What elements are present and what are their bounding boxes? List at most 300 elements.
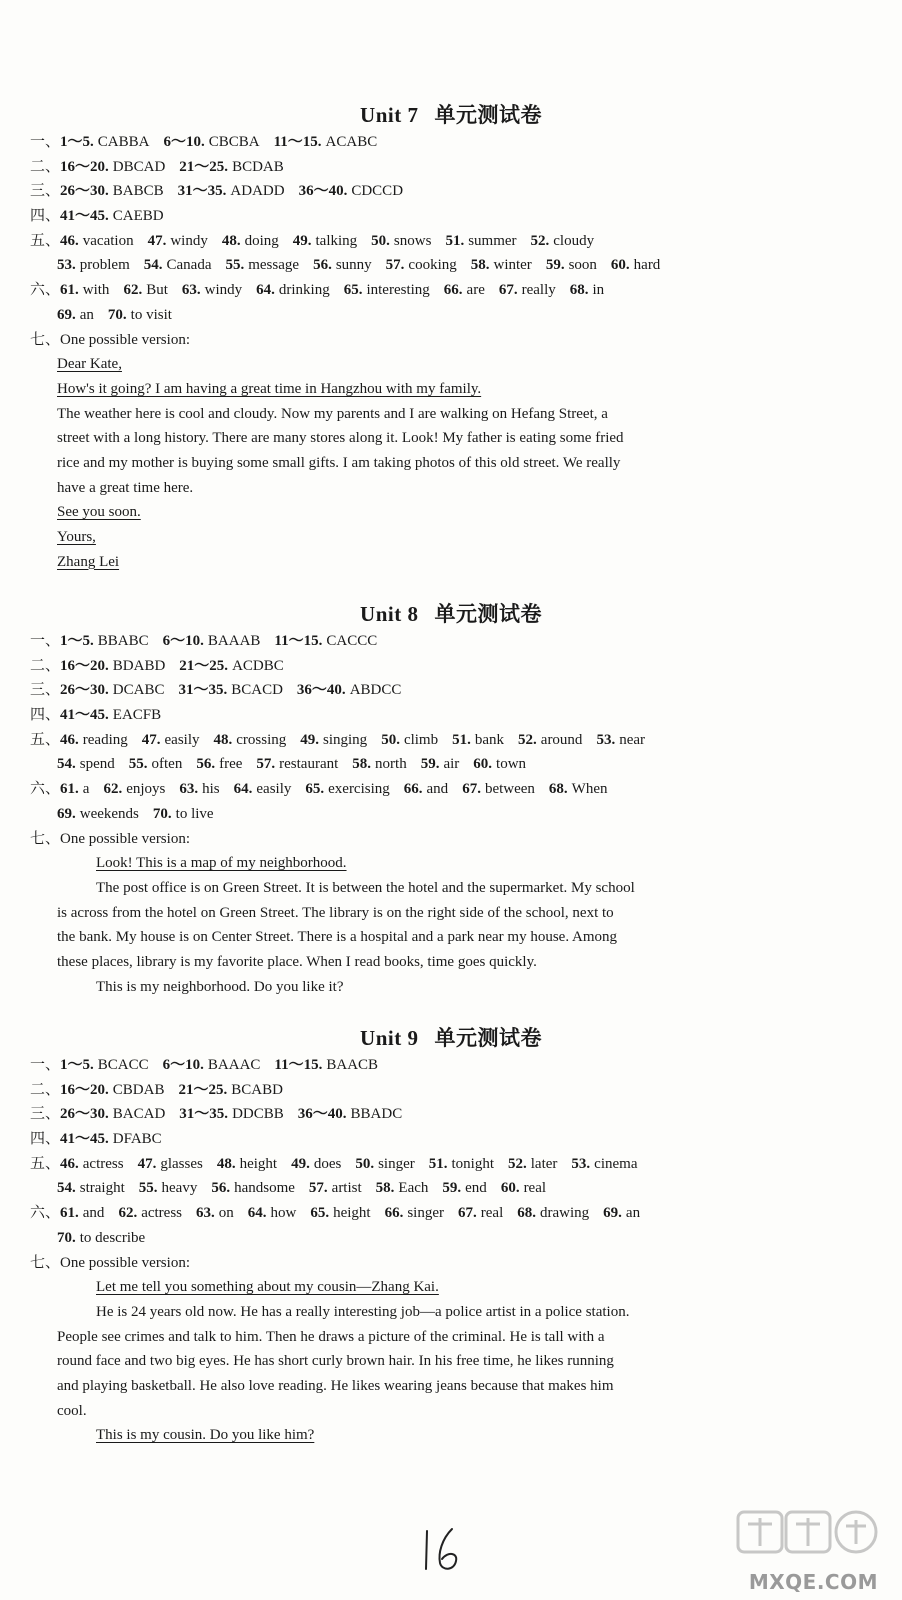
question-number: 52. xyxy=(508,1155,527,1172)
question-number: 57. xyxy=(385,257,405,274)
answer-text: reading xyxy=(82,731,128,748)
answer-text: BCACC xyxy=(97,1057,149,1073)
question-number: 65. xyxy=(305,781,325,798)
question-number: 56. xyxy=(196,756,216,773)
answer-item xyxy=(57,257,130,273)
answer-text: CAEBD xyxy=(112,208,164,225)
answer-row xyxy=(0,130,902,155)
essay-text: How's it going? I am having a great time in Hangzhou with my family. xyxy=(57,380,482,397)
essay-line xyxy=(0,901,902,926)
answer-item xyxy=(256,282,330,298)
answer-text: BABCB xyxy=(112,183,164,200)
answer-row xyxy=(0,1226,902,1251)
answer-row xyxy=(0,1127,902,1152)
answer-row xyxy=(0,204,902,229)
answer-text: straight xyxy=(79,1180,125,1197)
section-label: 五、 xyxy=(30,1155,61,1172)
answer-item xyxy=(508,1156,557,1172)
question-number: 36～40. xyxy=(296,682,346,699)
answer-item xyxy=(444,282,485,298)
essay-text: and playing basketball. He also love reading. He likes wearing jeans because that makes him xyxy=(57,1377,614,1394)
essay-line xyxy=(0,1349,902,1374)
question-number: 55. xyxy=(128,756,148,773)
question-number: 64. xyxy=(247,1205,267,1222)
essay-text: The weather here is cool and cloudy. Now my parents and I are walking on Hefang Street, a xyxy=(57,405,608,422)
answer-item xyxy=(60,282,109,298)
essay-text: The post office is on Green Street. It is between the hotel and the supermarket. My school xyxy=(96,879,635,896)
answer-item xyxy=(499,282,556,298)
answer-text: hard xyxy=(633,257,661,274)
unit-8-section xyxy=(0,599,902,999)
question-number: 21～25. xyxy=(178,1081,228,1098)
question-number: 47. xyxy=(137,1155,157,1172)
answer-row xyxy=(0,1176,902,1201)
answer-row xyxy=(0,1078,902,1103)
answer-text: air xyxy=(443,756,460,773)
section-label: 三、 xyxy=(30,682,61,699)
answer-item xyxy=(442,1180,486,1196)
question-number: 47. xyxy=(147,232,167,249)
answer-item xyxy=(421,756,460,772)
answer-item xyxy=(298,1106,402,1122)
answer-item xyxy=(310,1205,370,1221)
question-number: 61. xyxy=(60,282,79,299)
answer-text: interesting xyxy=(366,282,430,299)
question-number: 54. xyxy=(57,756,76,773)
question-number: 1～5. xyxy=(60,134,94,150)
answer-text: real xyxy=(523,1180,547,1197)
question-number: 58. xyxy=(375,1180,395,1197)
answer-row xyxy=(0,678,902,703)
essay-line xyxy=(0,550,902,575)
answer-text: ACABC xyxy=(325,134,378,150)
question-number: 51. xyxy=(452,731,471,748)
answer-item xyxy=(179,658,283,674)
essay-line xyxy=(0,525,902,550)
answer-item xyxy=(549,781,608,797)
answer-item xyxy=(429,1156,494,1172)
section-label: 一、 xyxy=(30,134,61,150)
answer-row xyxy=(0,629,902,654)
answer-item xyxy=(531,233,595,249)
unit-title xyxy=(0,1023,902,1053)
answer-item xyxy=(60,1057,149,1073)
question-number: 36～40. xyxy=(298,183,348,200)
answer-item xyxy=(60,1082,164,1098)
question-number: 49. xyxy=(291,1155,310,1172)
question-number: 65. xyxy=(310,1205,330,1222)
unit-title xyxy=(0,100,902,130)
answer-item xyxy=(60,208,164,224)
question-number: 63. xyxy=(181,282,201,299)
answer-item xyxy=(118,1205,182,1221)
answer-text: really xyxy=(521,282,556,299)
answer-text: BBADC xyxy=(350,1106,403,1123)
answer-item xyxy=(256,756,338,772)
answer-item xyxy=(217,1156,277,1172)
answer-item xyxy=(471,257,532,273)
answer-item xyxy=(570,282,604,298)
question-number: 41～45. xyxy=(60,1131,109,1148)
answer-item xyxy=(138,1156,203,1172)
answer-text: ACDBC xyxy=(232,657,284,674)
answer-item xyxy=(297,682,401,698)
question-number: 58. xyxy=(352,756,372,773)
answer-text: in xyxy=(592,282,605,299)
question-number: 57. xyxy=(308,1180,328,1197)
answer-text: free xyxy=(219,756,243,773)
answer-text: When xyxy=(571,781,608,798)
answer-text: CACCC xyxy=(326,633,378,649)
answer-item xyxy=(60,134,149,150)
question-number: 57. xyxy=(256,756,276,773)
question-number: 68. xyxy=(548,781,568,798)
question-number: 47. xyxy=(141,731,161,748)
answer-text: BCDAB xyxy=(232,158,284,175)
answer-text: Canada xyxy=(166,257,212,274)
essay-text: This is my cousin. Do you like him? xyxy=(96,1427,315,1444)
answer-item xyxy=(571,1156,637,1172)
essay-label: 七、One possible version: xyxy=(30,830,190,847)
essay-text: is across from the hotel on Green Street. The library is on the right side of the school, next to xyxy=(57,904,614,921)
answer-text: weekends xyxy=(79,805,139,822)
question-number: 31～35. xyxy=(179,1106,229,1123)
answer-text: ABDCC xyxy=(349,682,402,699)
unit-title-cn: 单元测试卷 xyxy=(434,103,542,127)
essay-label: 七、One possible version: xyxy=(30,1254,190,1271)
answer-text: singer xyxy=(378,1155,415,1172)
answer-text: DBCAD xyxy=(112,158,166,175)
answer-item xyxy=(299,183,403,199)
unit-title-en: Unit 8 xyxy=(360,602,419,626)
unit-9-section xyxy=(0,1023,902,1448)
answer-text: climb xyxy=(403,731,439,748)
question-number: 52. xyxy=(530,232,550,249)
question-number: 70. xyxy=(107,306,127,323)
question-number: 59. xyxy=(545,257,565,274)
answer-item xyxy=(211,1180,295,1196)
answer-item xyxy=(274,1057,378,1073)
question-number: 1～5. xyxy=(60,633,94,649)
answer-item xyxy=(611,257,660,273)
essay-line xyxy=(0,1399,902,1424)
answer-item xyxy=(60,233,134,249)
answer-text: exercising xyxy=(328,781,390,798)
section-label: 六、 xyxy=(30,781,61,798)
answer-item xyxy=(139,1180,198,1196)
answer-text: Each xyxy=(398,1180,429,1197)
unit-title-cn: 单元测试卷 xyxy=(434,602,542,626)
answer-item xyxy=(248,1205,297,1221)
answer-text: does xyxy=(313,1155,342,1172)
section-label: 二、 xyxy=(30,657,61,674)
answer-text: CABBA xyxy=(97,134,150,150)
unit-title xyxy=(0,599,902,629)
answer-text: end xyxy=(465,1180,487,1197)
answer-text: glasses xyxy=(160,1155,203,1172)
answer-item xyxy=(178,682,282,698)
answer-item xyxy=(178,183,285,199)
question-number: 26～30. xyxy=(60,682,109,699)
essay-line xyxy=(0,402,902,427)
answer-text: actress xyxy=(82,1155,124,1172)
answer-text: near xyxy=(619,731,645,748)
question-number: 51. xyxy=(445,232,465,249)
answer-text: an xyxy=(625,1205,641,1222)
question-number: 70. xyxy=(57,1229,76,1246)
answer-item xyxy=(60,1131,162,1147)
question-number: 69. xyxy=(603,1205,622,1222)
answer-text: north xyxy=(375,756,407,773)
answer-text: real xyxy=(480,1205,504,1222)
question-number: 61. xyxy=(60,1205,79,1222)
answer-text: cinema xyxy=(594,1155,638,1172)
answer-item xyxy=(386,257,457,273)
essay-text: Zhang Lei xyxy=(57,553,120,570)
answer-row xyxy=(0,752,902,777)
answer-text: with xyxy=(82,282,110,299)
answer-text: bank xyxy=(474,731,505,748)
answer-text: easily xyxy=(164,731,200,748)
question-number: 26～30. xyxy=(60,183,109,200)
answer-row xyxy=(0,303,902,328)
answer-text: later xyxy=(530,1155,558,1172)
answer-text: a xyxy=(82,781,90,798)
answer-item xyxy=(60,159,165,175)
question-number: 69. xyxy=(57,805,76,822)
answer-text: But xyxy=(146,282,168,299)
answer-text: drawing xyxy=(540,1205,590,1222)
essay-text: He is 24 years old now. He has a really interesting job—a police artist in a police station. xyxy=(96,1303,630,1320)
essay-text: the bank. My house is on Center Street. There is a hospital and a park near my house. Among xyxy=(57,929,618,946)
answer-text: actress xyxy=(141,1205,182,1222)
answer-item xyxy=(60,183,164,199)
answer-row xyxy=(0,777,902,802)
answer-item xyxy=(60,707,161,723)
answer-item xyxy=(596,732,645,748)
essay-text: People see crimes and talk to him. Then he draws a picture of the criminal. He is tall with a xyxy=(57,1328,605,1345)
answer-item xyxy=(179,159,283,175)
question-number: 50. xyxy=(371,232,390,249)
answer-item xyxy=(57,806,139,822)
question-number: 46. xyxy=(60,232,79,249)
question-number: 16～20. xyxy=(60,158,109,175)
question-number: 48. xyxy=(221,232,241,249)
answer-item xyxy=(274,633,377,649)
question-number: 21～25. xyxy=(179,657,229,674)
answer-text: BAAAC xyxy=(207,1057,261,1073)
essay-line xyxy=(0,925,902,950)
answer-item xyxy=(60,781,89,797)
answer-text: artist xyxy=(331,1180,362,1197)
question-number: 21～25. xyxy=(179,158,229,175)
answer-text: EACFB xyxy=(112,707,162,724)
essay-text: cool. xyxy=(57,1402,87,1419)
answer-text: and xyxy=(82,1205,105,1222)
question-number: 62. xyxy=(103,781,123,798)
section-label: 五、 xyxy=(30,731,61,748)
section-label: 二、 xyxy=(30,158,61,175)
answer-item xyxy=(546,257,597,273)
question-number: 6～10. xyxy=(162,633,204,649)
question-number: 66. xyxy=(443,282,463,299)
question-number: 16～20. xyxy=(60,1081,109,1098)
answer-item xyxy=(57,307,94,323)
answer-text: enjoys xyxy=(126,781,166,798)
question-number: 68. xyxy=(569,282,589,299)
answer-text: cloudy xyxy=(553,232,595,249)
answer-text: summer xyxy=(468,232,517,249)
essay-text: Dear Kate, xyxy=(57,356,122,373)
answer-text: BCABD xyxy=(231,1081,283,1098)
answer-item xyxy=(313,257,372,273)
answer-row xyxy=(0,728,902,753)
question-number: 67. xyxy=(462,781,481,798)
question-number: 62. xyxy=(123,282,143,299)
answer-text: to describe xyxy=(79,1229,146,1246)
question-number: 11～15. xyxy=(274,633,323,649)
answer-text: are xyxy=(466,282,485,299)
answer-item xyxy=(344,282,430,298)
answer-text: BACAD xyxy=(112,1106,166,1123)
unit-title-en: Unit 9 xyxy=(360,1026,419,1050)
unit-title-en: Unit 7 xyxy=(360,103,419,127)
answer-text: singing xyxy=(323,731,368,748)
answer-item xyxy=(182,282,242,298)
answer-text: BBABC xyxy=(97,633,149,649)
answer-text: problem xyxy=(79,257,130,274)
answer-item xyxy=(179,781,219,797)
question-number: 49. xyxy=(300,731,319,748)
answer-text: heavy xyxy=(161,1180,198,1197)
answer-text: winter xyxy=(493,257,532,274)
answer-item xyxy=(142,732,200,748)
question-number: 60. xyxy=(610,257,630,274)
answer-item xyxy=(214,732,287,748)
essay-line xyxy=(0,975,902,1000)
unit-7-section xyxy=(0,100,902,574)
answer-item xyxy=(452,732,504,748)
answer-item xyxy=(225,257,299,273)
question-number: 41～45. xyxy=(60,707,109,724)
answer-text: CBCBA xyxy=(208,134,260,150)
answer-item xyxy=(57,1180,125,1196)
answer-item xyxy=(458,1205,503,1221)
section-label: 三、 xyxy=(30,1106,61,1123)
question-number: 54. xyxy=(143,257,163,274)
section-label: 一、 xyxy=(30,1057,61,1073)
answer-text: between xyxy=(484,781,535,798)
answer-row xyxy=(0,1053,902,1078)
question-number: 59. xyxy=(442,1180,462,1197)
answer-row xyxy=(0,1102,902,1127)
essay-text: Look! This is a map of my neighborhood. xyxy=(96,855,347,872)
section-label: 六、 xyxy=(30,1205,61,1222)
answer-item xyxy=(148,233,208,249)
answer-text: DCABC xyxy=(112,682,165,699)
essay-line xyxy=(0,500,902,525)
answer-item xyxy=(222,233,279,249)
essay-text: round face and two big eyes. He has short curly brown hair. In his free time, he likes running xyxy=(57,1353,614,1370)
answer-item xyxy=(355,1156,414,1172)
essay-text: have a great time here. xyxy=(57,479,194,496)
answer-item xyxy=(60,1205,104,1221)
answer-text: to live xyxy=(175,805,214,822)
essay-line xyxy=(0,377,902,402)
answer-text: restaurant xyxy=(279,756,339,773)
answer-item xyxy=(57,1230,145,1246)
question-number: 67. xyxy=(458,1205,477,1222)
answer-text: talking xyxy=(315,232,358,249)
essay-line xyxy=(0,426,902,451)
answer-text: DDCBB xyxy=(232,1106,284,1123)
question-number: 48. xyxy=(213,731,233,748)
question-number: 69. xyxy=(57,306,76,323)
essay-line xyxy=(0,1300,902,1325)
answer-item xyxy=(178,1082,282,1098)
question-number: 46. xyxy=(60,1155,79,1172)
watermark-url: MXQE.COM xyxy=(748,1570,878,1594)
answer-item xyxy=(234,781,292,797)
answer-text: soon xyxy=(568,257,597,274)
question-number: 46. xyxy=(60,731,79,748)
question-number: 31～35. xyxy=(178,682,228,699)
answer-item xyxy=(196,756,242,772)
answer-text: often xyxy=(151,756,183,773)
essay-text: See you soon. xyxy=(57,504,141,521)
question-number: 50. xyxy=(381,731,400,748)
section-label: 一、 xyxy=(30,633,61,649)
answer-text: on xyxy=(218,1205,234,1222)
answer-text: CBDAB xyxy=(112,1081,165,1098)
answer-item xyxy=(57,756,115,772)
answer-row xyxy=(0,802,902,827)
section-label: 五、 xyxy=(30,232,61,249)
question-number: 62. xyxy=(118,1205,138,1222)
question-number: 16～20. xyxy=(60,657,109,674)
answer-text: windy xyxy=(204,282,243,299)
question-number: 60. xyxy=(473,756,493,773)
question-number: 61. xyxy=(60,781,79,798)
answer-item xyxy=(293,233,357,249)
question-number: 53. xyxy=(596,731,616,748)
answer-row xyxy=(0,654,902,679)
question-number: 11～15. xyxy=(273,134,322,150)
answer-item xyxy=(103,781,165,797)
answer-text: singer xyxy=(407,1205,445,1222)
answer-text: BAAAB xyxy=(207,633,261,649)
question-number: 48. xyxy=(216,1155,236,1172)
section-label: 四、 xyxy=(30,1131,61,1148)
answer-item xyxy=(385,1205,444,1221)
essay-line xyxy=(0,1423,902,1448)
answer-text: BAACB xyxy=(326,1057,379,1073)
answer-item xyxy=(163,633,261,649)
answer-item xyxy=(60,658,165,674)
answer-text: CDCCD xyxy=(351,183,404,200)
question-number: 67. xyxy=(498,282,518,299)
question-number: 53. xyxy=(571,1155,591,1172)
answer-item xyxy=(501,1180,546,1196)
answer-text: cooking xyxy=(408,257,457,274)
question-number: 41～45. xyxy=(60,208,109,225)
answer-item xyxy=(376,1180,429,1196)
question-number: 53. xyxy=(57,257,76,274)
answer-text: height xyxy=(333,1205,371,1222)
essay-line xyxy=(0,1374,902,1399)
question-number: 63. xyxy=(196,1205,215,1222)
essay-line xyxy=(0,476,902,501)
